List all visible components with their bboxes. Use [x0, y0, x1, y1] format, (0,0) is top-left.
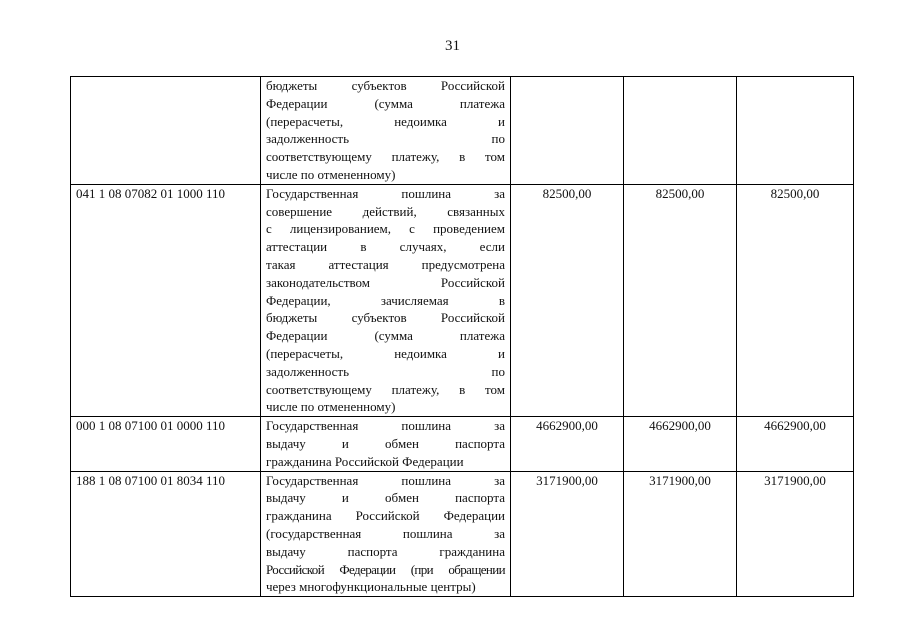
budget-code-cell: [71, 77, 261, 185]
amount-year-1-cell: 3171900,00: [511, 471, 624, 597]
budget-code-cell: 188 1 08 07100 01 8034 110: [71, 471, 261, 597]
revenue-name-line: выдачу паспорта гражданина: [266, 543, 505, 559]
table-row: [71, 77, 854, 185]
table-body: [71, 77, 854, 597]
revenue-name-line: через многофункциональные центры): [266, 579, 476, 595]
revenue-name-cell: [261, 417, 511, 471]
revenue-name-line: Государственная пошлина за: [266, 185, 505, 201]
page-number: 31: [445, 38, 460, 54]
revenue-name-line: числе по отмененному): [266, 166, 396, 182]
revenue-name-line: задолженность по: [266, 131, 505, 147]
revenue-name-line: (государственная пошлина за: [266, 525, 505, 541]
revenue-name-line: числе по отмененному): [266, 399, 396, 415]
budget-code-cell: 000 1 08 07100 01 0000 110: [71, 417, 261, 471]
amount-year-1-cell: 82500,00: [511, 184, 624, 416]
revenue-name-line: аттестации в случаях, если: [266, 239, 505, 255]
revenue-name-line: Федерации (сумма платежа: [266, 328, 505, 344]
revenue-name-line: выдачу и обмен паспорта: [266, 490, 505, 506]
revenue-name-line: Государственная пошлина за: [266, 472, 505, 488]
revenue-name-line: Государственная пошлина за: [266, 418, 505, 434]
revenue-name-cell: [261, 77, 511, 185]
revenue-name-line: совершение действий, связанных: [266, 203, 505, 219]
revenue-name-cell: [261, 184, 511, 416]
revenue-name-line: Российской Федерации (при обращении: [266, 561, 505, 577]
revenue-name-line: гражданина Российской Федерации: [266, 453, 464, 469]
revenue-name-line: (перерасчеты, недоимка и: [266, 345, 505, 361]
revenue-name-line: соответствующему платежу, в том: [266, 381, 505, 397]
table-row: [71, 471, 854, 597]
revenue-name-line: с лицензированием, с проведением: [266, 221, 505, 237]
revenue-name-line: выдачу и обмен паспорта: [266, 435, 505, 451]
revenue-name-line: задолженность по: [266, 363, 505, 379]
revenue-name-cell: [261, 471, 511, 597]
amount-year-2-cell: 3171900,00: [624, 471, 737, 597]
amount-year-1-cell: 4662900,00: [511, 417, 624, 471]
amount-year-3-cell: 3171900,00: [737, 471, 854, 597]
revenue-name-line: гражданина Российской Федерации: [266, 508, 505, 524]
revenue-name-line: такая аттестация предусмотрена: [266, 256, 505, 272]
amount-year-2-cell: [624, 77, 737, 185]
amount-year-3-cell: 82500,00: [737, 184, 854, 416]
amount-year-2-cell: 82500,00: [624, 184, 737, 416]
revenue-name-line: законодательством Российской: [266, 274, 505, 290]
amount-year-1-cell: [511, 77, 624, 185]
budget-revenue-table: [70, 76, 854, 597]
revenue-name-line: бюджеты субъектов Российской: [266, 78, 505, 93]
revenue-name-line: бюджеты субъектов Российской: [266, 310, 505, 326]
budget-code-cell: 041 1 08 07082 01 1000 110: [71, 184, 261, 416]
table-row: [71, 417, 854, 471]
revenue-name-line: соответствующему платежу, в том: [266, 149, 505, 165]
amount-year-2-cell: 4662900,00: [624, 417, 737, 471]
amount-year-3-cell: [737, 77, 854, 185]
amount-year-3-cell: 4662900,00: [737, 417, 854, 471]
table-row: [71, 184, 854, 416]
revenue-name-line: (перерасчеты, недоимка и: [266, 113, 505, 129]
revenue-name-line: Федерации, зачисляемая в: [266, 292, 505, 308]
revenue-name-line: Федерации (сумма платежа: [266, 95, 505, 111]
